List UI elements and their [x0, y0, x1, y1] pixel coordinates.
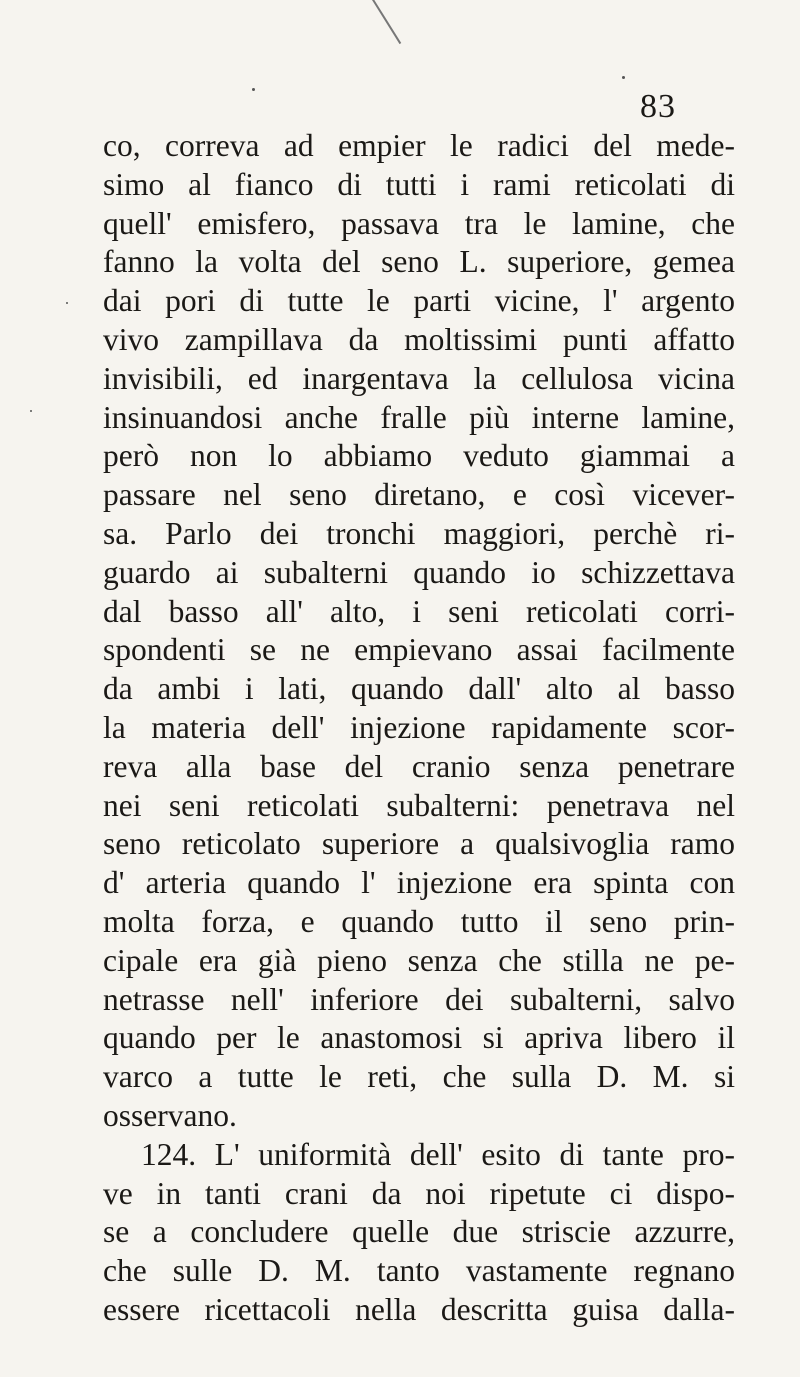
text-line: spondenti se ne empievano assai facilmente: [103, 632, 735, 668]
text-line: ve in tanti crani da noi ripetute ci dispo-: [103, 1175, 735, 1211]
paper-speck: [252, 88, 255, 91]
paragraph-2: [103, 1136, 735, 1330]
text-line: cipale era già pieno senza che stilla ne pe-: [103, 942, 735, 978]
text-line: guardo ai subalterni quando io schizzettava: [103, 554, 735, 590]
text-line: nei seni reticolati subalterni: penetrava nel: [103, 787, 735, 823]
paper-speck: [30, 410, 32, 412]
paper-speck: [622, 76, 625, 79]
text-line: fanno la volta del seno L. superiore, gemea: [103, 244, 735, 280]
text-line: invisibili, ed inargentava la cellulosa vicina: [103, 360, 735, 396]
text-line: essere ricettacoli nella descritta guisa dalla-: [103, 1291, 735, 1327]
text-line: quando per le anastomosi si apriva libero il: [103, 1020, 735, 1056]
text-line: passare nel seno diretano, e così vicever-: [103, 477, 735, 513]
text-line: netrasse nell' inferiore dei subalterni, salvo: [103, 981, 735, 1017]
text-line: 124. L' uniformità dell' esito di tante pro-: [141, 1136, 735, 1172]
text-line: molta forza, e quando tutto il seno prin-: [103, 903, 735, 939]
page-number: 83: [640, 88, 676, 125]
body-text: [103, 127, 735, 1330]
text-line: quell' emisfero, passava tra le lamine, che: [103, 205, 735, 241]
text-line: osservano.: [103, 1097, 237, 1133]
text-line: la materia dell' injezione rapidamente scor-: [103, 709, 735, 745]
text-line: co, correva ad empier le radici del mede-: [103, 128, 735, 163]
paper-speck: [66, 302, 68, 304]
text-line: però non lo abbiamo veduto giammai a: [103, 438, 735, 474]
text-line: che sulle D. M. tanto vastamente regnano: [103, 1253, 735, 1289]
text-line: da ambi i lati, quando dall' alto al basso: [103, 671, 735, 707]
paragraph-1: [103, 127, 735, 1136]
text-line: reva alla base del cranio senza penetrare: [103, 748, 735, 784]
text-line: vivo zampillava da moltissimi punti affatto: [103, 321, 735, 357]
text-line: sa. Parlo dei tronchi maggiori, perchè ri-: [103, 515, 735, 551]
ink-stroke-mark: [372, 0, 401, 44]
text-line: dai pori di tutte le parti vicine, l' argento: [103, 283, 735, 319]
text-line: simo al fianco di tutti i rami reticolati di: [103, 166, 735, 202]
text-line: se a concludere quelle due striscie azzurre,: [103, 1214, 735, 1250]
text-line: varco a tutte le reti, che sulla D. M. si: [103, 1059, 735, 1095]
text-line: d' arteria quando l' injezione era spinta con: [103, 865, 735, 901]
text-line: dal basso all' alto, i seni reticolati corri-: [103, 593, 735, 629]
text-line: seno reticolato superiore a qualsivoglia ramo: [103, 826, 735, 862]
text-line: insinuandosi anche fralle più interne lamine,: [103, 399, 735, 435]
